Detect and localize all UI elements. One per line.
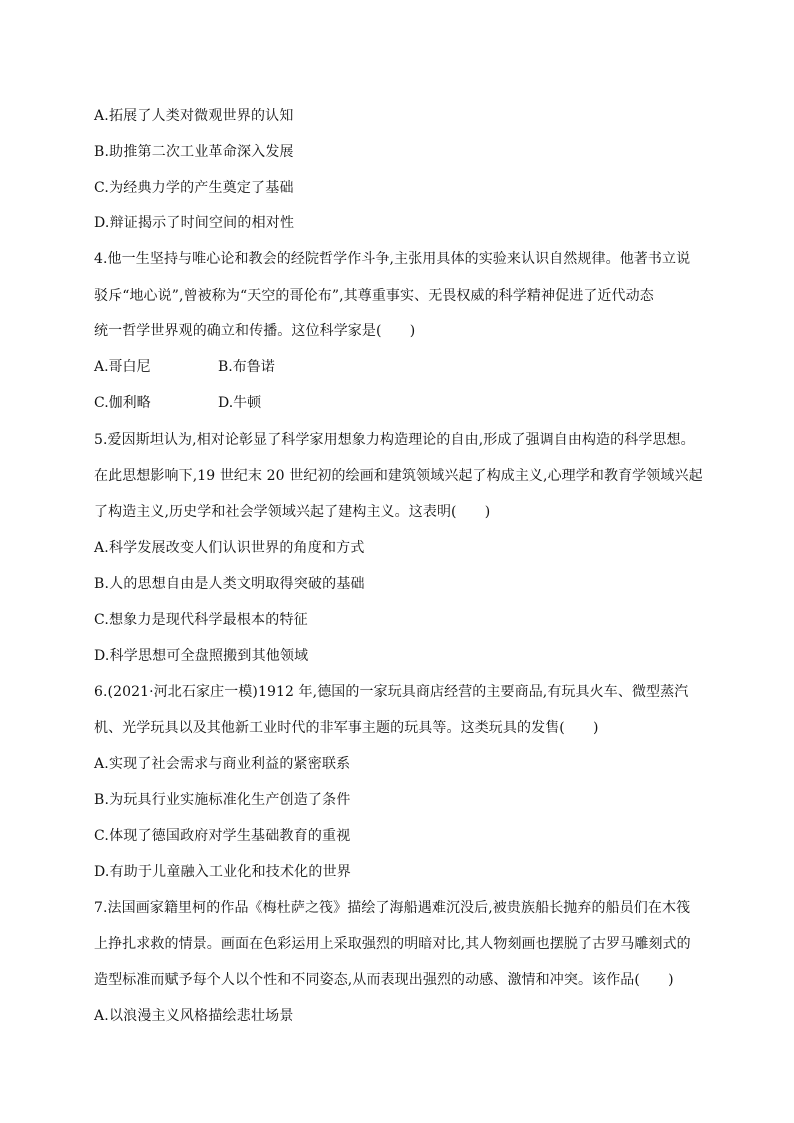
q3-option-a: A.拓展了人类对微观世界的认知 — [94, 108, 294, 124]
q6-option-a: A.实现了社会需求与商业利益的紧密联系 — [94, 756, 351, 772]
q6-option-b: B.为玩具行业实施标准化生产创造了条件 — [94, 792, 351, 808]
q5-option-a: A.科学发展改变人们认识世界的角度和方式 — [94, 540, 365, 556]
q3-option-c: C.为经典力学的产生奠定了基础 — [94, 180, 294, 196]
q4-options-row-1 — [94, 357, 275, 377]
q4-option-c: C.伽利略 — [94, 395, 151, 411]
q5-stem-line-2: 在此思想影响下,19 世纪末 20 世纪初的绘画和建筑领域兴起了构成主义,心理学和教育学领域兴起 — [94, 468, 703, 484]
q4-option-b: B.布鲁诺 — [218, 359, 275, 375]
q4-option-a: A.哥白尼 — [94, 359, 151, 375]
q6-option-c: C.体现了德国政府对学生基础教育的重视 — [94, 828, 351, 844]
q5-stem-line-1: 5.爱因斯坦认为,相对论彰显了科学家用想象力构造理论的自由,形成了强调自由构造的科学思想。 — [94, 432, 695, 448]
q6-stem-line-2: 机、光学玩具以及其他新工业时代的非军事主题的玩具等。这类玩具的发售( ) — [94, 720, 599, 736]
q7-stem-line-2: 上挣扎求救的情景。画面在色彩运用上采取强烈的明暗对比,其人物刻画也摆脱了古罗马雕刻式的 — [94, 936, 691, 952]
q5-option-c: C.想象力是现代科学最根本的特征 — [94, 612, 308, 628]
q5-option-b: B.人的思想自由是人类文明取得突破的基础 — [94, 576, 365, 592]
q7-option-a: A.以浪漫主义风格描绘悲壮场景 — [94, 1008, 294, 1024]
q5-option-d: D.科学思想可全盘照搬到其他领域 — [94, 648, 309, 664]
q7-stem-line-1: 7.法国画家籍里柯的作品《梅杜萨之筏》描绘了海船遇难沉没后,被贵族船长抛弃的船员们在木筏 — [94, 900, 691, 916]
q3-option-d: D.辩证揭示了时间空间的相对性 — [94, 215, 295, 231]
q6-option-d: D.有助于儿童融入工业化和技术化的世界 — [94, 864, 351, 880]
q4-option-d: D.牛顿 — [218, 395, 262, 411]
q7-stem-line-3: 造型标准而赋予每个人以个性和不同姿态,从而表现出强烈的动感、激情和冲突。该作品( ) — [94, 972, 674, 988]
q3-option-b: B.助推第二次工业革命深入发展 — [94, 144, 294, 160]
q5-stem-line-3: 了构造主义,历史学和社会学领域兴起了建构主义。这表明( ) — [94, 504, 491, 520]
q6-stem-line-1: 6.(2021·河北石家庄一模)1912 年,德国的一家玩具商店经营的主要商品,有玩具火车、微型蒸汽 — [94, 684, 689, 700]
q4-stem-line-3: 统一哲学世界观的确立和传播。这位科学家是( ) — [94, 323, 416, 339]
q4-stem-line-1: 4.他一生坚持与唯心论和教会的经院哲学作斗争,主张用具体的实验来认识自然规律。他著书立说 — [94, 251, 691, 267]
q4-options-row-2 — [94, 393, 262, 413]
q4-stem-line-2: 驳斥“地心说”,曾被称为“天空的哥伦布”,其尊重事实、无畏权威的科学精神促进了近代动态 — [94, 288, 654, 304]
